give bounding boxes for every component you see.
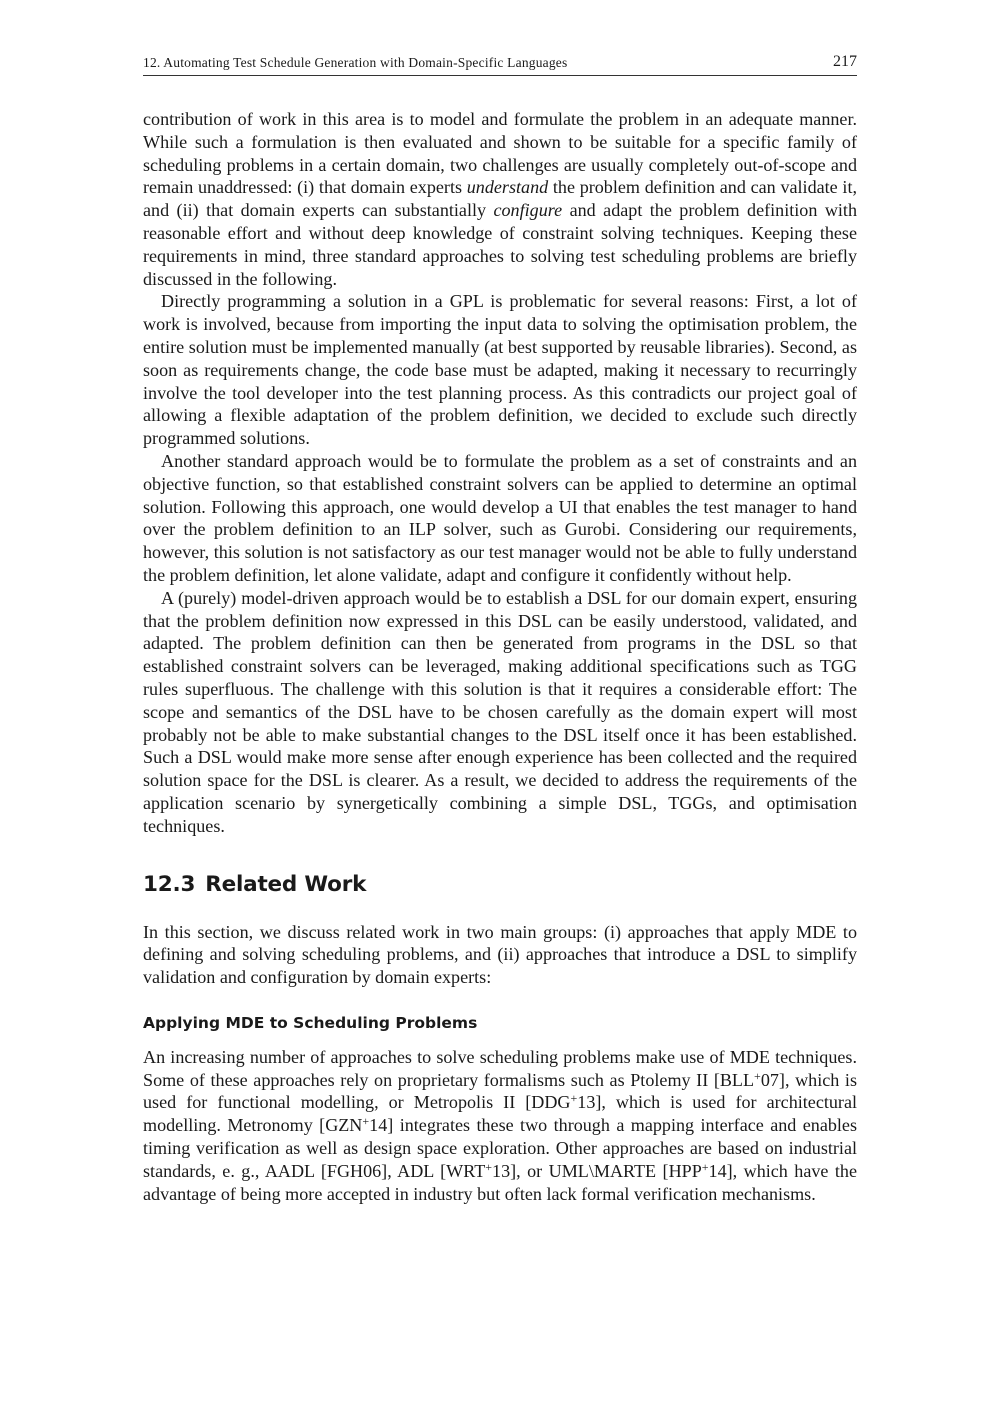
citation-superscript: + bbox=[754, 1068, 761, 1083]
page-number: 217 bbox=[833, 53, 857, 70]
paragraph-6-text-b: 07], which is used for functional modelling, or Metropolis II [DDG bbox=[143, 1069, 857, 1113]
citation-superscript: + bbox=[485, 1159, 493, 1174]
paragraph-3: Another standard approach would be to formulate the problem as a set of constraints and an objective function, so that established constraint solvers can be applied to determine an optimal solution. Following this approach, one would develop a UI that enables the test manager to hand over the problem definition to an ILP solver, such as Gurobi. Considering our requirements, however, this solution is not satisfactory as our test manager would not be able to fully understand the problem definition, let alone validate, adapt and configure it confidently without help. bbox=[143, 450, 857, 585]
paragraph-1-text-c: and adapt the problem definition with reasonable effort and without deep knowledge of constraint solving techniques. Keeping these requirements in mind, three standard approaches to solving test scheduling problems are briefly discussed in the following. bbox=[143, 200, 857, 289]
emphasis-understand: understand bbox=[466, 177, 549, 198]
citation-superscript: + bbox=[701, 1159, 709, 1174]
citation-superscript: + bbox=[570, 1091, 578, 1106]
section-heading bbox=[143, 871, 857, 899]
paragraph-5: In this section, we discuss related work in two main groups: (i) approaches that apply MDE to defining and solving scheduling problems, and (ii) approaches that introduce a DSL to simplify validation and configuration by domain experts: bbox=[143, 921, 857, 988]
paragraph-6-text-e: 13], or UML\MARTE [HPP bbox=[492, 1160, 702, 1181]
section-number: 12.3 bbox=[143, 871, 196, 897]
paragraph-1-text-b: the problem definition and can validate it, and (ii) that domain experts can substantially bbox=[143, 177, 857, 221]
citation-superscript: + bbox=[362, 1114, 370, 1129]
running-header bbox=[143, 53, 857, 76]
paragraph-6-text-f: 14], which have the advantage of being more accepted in industry but often lack formal verification mechanisms. bbox=[143, 1160, 857, 1204]
subsection-heading: Applying MDE to Scheduling Problems bbox=[143, 1013, 478, 1032]
section-title: Related Work bbox=[205, 871, 367, 897]
emphasis-configure: configure bbox=[493, 200, 563, 221]
paragraph-2: Directly programming a solution in a GPL is problematic for several reasons: First, a lot of work is involved, because from importing the input data to solving the optimisation problem, the entire solution must be implemented manually (at best supported by reusable libraries). Second, as soon as requirements change, the code base must be adapted, making it necessary to recurringly involve the tool developer into the test planning process. As this contradicts our project goal of allowing a flexible adaptation of the problem definition, we decided to exclude such directly programmed solutions. bbox=[143, 291, 857, 449]
paragraph-6-text-c: 13], which is used for architectural modelling. Metronomy [GZN bbox=[143, 1092, 858, 1136]
paragraph-6 bbox=[143, 1046, 857, 1206]
paragraph-6-text-d: 14] integrates these two through a mapping interface and enables timing verification as well as design space exploration. Other approaches are based on industrial standards, e. g., AADL [FGH06], ADL [WRT bbox=[143, 1115, 857, 1181]
paragraph-1-text-a: contribution of work in this area is to model and formulate the problem in an adequate manner. While such a formulation is then evaluated and shown to be suitable for a specific family of scheduling problems in a certain domain, two challenges are usually completely out-of-scope and remain unaddressed: (i) that domain experts bbox=[143, 109, 857, 198]
paragraph-6-text-a: An increasing number of approaches to solve scheduling problems make use of MDE techniques. Some of these approaches rely on proprietary formalisms such as Ptolemy II [BLL bbox=[143, 1046, 857, 1090]
running-title: 12. Automating Test Schedule Generation with Domain-Specific Languages bbox=[143, 55, 568, 70]
body-text bbox=[143, 108, 857, 1205]
paragraph-4: A (purely) model-driven approach would be to establish a DSL for our domain expert, ensuring that the problem definition now expressed in this DSL can be easily understood, validated, and adapted. The problem definition can then be generated from programs in the DSL so that established constraint solvers can be leveraged, making additional specifications such as TGG rules superfluous. The challenge with this solution is that it requires a considerable effort: The scope and semantics of the DSL have to be chosen carefully as the domain expert will most probably not be able to make substantial changes to the DSL itself once it has been established. Such a DSL would make more sense after enough experience has been collected and the required solution space for the DSL is clearer. As a result, we decided to address the requirements of the application scenario by synergetically combining a simple DSL, TGGs, and optimisation techniques. bbox=[143, 587, 857, 836]
paragraph-1 bbox=[143, 108, 857, 290]
